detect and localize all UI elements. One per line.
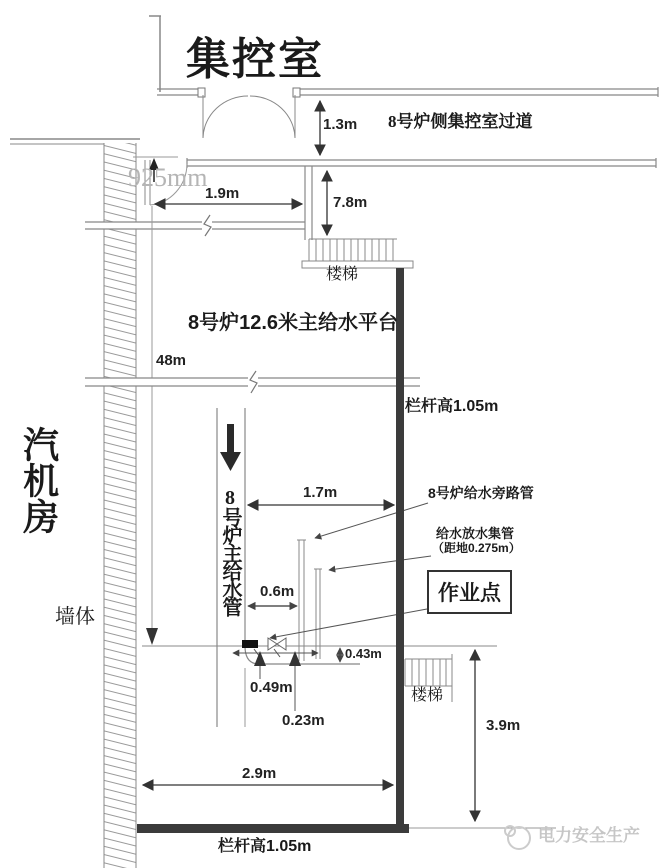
left-extension-line: [146, 206, 158, 645]
corridor-label: 8号炉侧集控室过道: [388, 112, 533, 131]
leader-drain: [329, 556, 431, 570]
dim-1-7m: 1.7m: [303, 484, 338, 501]
upper-stairs-label: 楼梯: [326, 266, 359, 283]
railing-upper-label: 栏杆高1.05m: [405, 398, 499, 415]
dim-1-3m: 1.3m: [323, 116, 358, 133]
callout-0-49: [254, 651, 266, 679]
work-point-label: 作业点: [438, 581, 501, 605]
upper-stairs: [302, 239, 413, 268]
drain-header-label-line2: （距地0.275m）: [432, 541, 521, 555]
railing-lower-label: 栏杆高1.05m: [218, 838, 312, 855]
leader-bypass: [315, 503, 428, 538]
dim-1-9m: 1.9m: [205, 185, 240, 202]
dim-2-9m: 2.9m: [242, 765, 277, 782]
work-point-box: [427, 570, 512, 614]
main-pipe-label: 8号炉主给水管: [219, 487, 241, 615]
double-door: [203, 95, 295, 138]
dim-3-9m: 3.9m: [486, 717, 521, 734]
drain-header-label-line1: 给水放水集管: [436, 526, 515, 541]
dim-0-43m: 0.43m: [345, 646, 382, 661]
wall-label: 墙体: [55, 606, 95, 628]
watermark-925mm: 925mm: [128, 163, 208, 192]
turbine-house-label: 汽机房: [18, 426, 59, 534]
bypass-pipe: [297, 540, 306, 661]
dim-0-6m: 0.6m: [260, 583, 295, 600]
flow-arrow: [220, 424, 241, 471]
dim-0-49m: 0.49m: [250, 679, 293, 696]
control-room-title: 集控室: [186, 35, 324, 84]
work-point-marker: [242, 638, 286, 650]
brand-watermark: 电力安全生产: [538, 826, 640, 845]
dim-7-8m: 7.8m: [333, 194, 368, 211]
lower-stairs-label: 楼梯: [411, 687, 444, 704]
brand-logo-icon: [505, 826, 530, 849]
corridor-floor: [133, 157, 656, 168]
bottom-floor-bar: [137, 824, 409, 833]
bypass-pipe-label: 8号炉给水旁路管: [428, 485, 534, 501]
dim-0-23m: 0.23m: [282, 712, 325, 729]
corridor-column: [305, 166, 312, 240]
railing-bar: [396, 268, 404, 833]
platform-label: 8号炉12.6米主给水平台: [188, 312, 399, 334]
dim-48m: 48m: [156, 352, 187, 369]
